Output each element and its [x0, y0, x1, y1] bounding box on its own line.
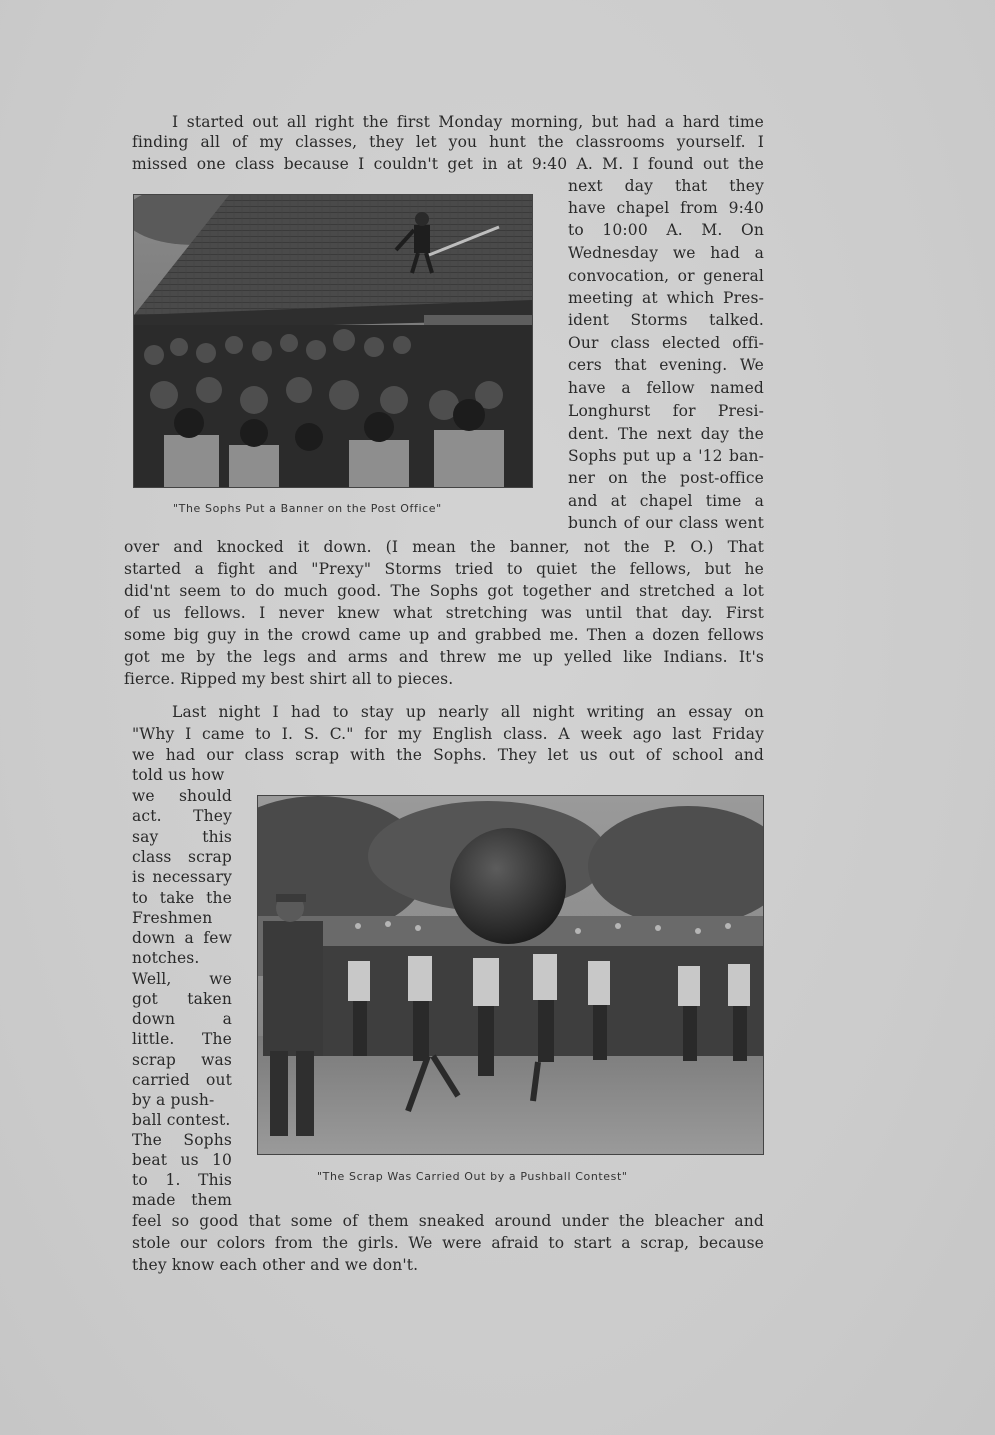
text-line: to take the: [132, 889, 232, 907]
text-line: to 10:00 A. M. On: [568, 221, 764, 239]
text-line: by a push-: [132, 1091, 215, 1109]
text-line: did'nt seem to do much good. The Sophs got together and stretched a lot: [124, 582, 764, 600]
text-line: got me by the legs and arms and threw me up yelled like Indians. It's: [124, 648, 764, 666]
text-line: we had our class scrap with the Sophs. They let us out of school and: [132, 746, 764, 764]
text-line: down a: [132, 1010, 232, 1028]
text-line: we should: [132, 787, 232, 805]
photo-pushball-contest: [257, 795, 764, 1155]
text-line: to 1. This: [132, 1171, 232, 1189]
text-line: Well, we: [132, 970, 232, 988]
text-line: Longhurst for Presi-: [568, 402, 764, 420]
text-line: Freshmen: [132, 909, 213, 927]
text-line: told us how: [132, 766, 225, 784]
text-line: missed one class because I couldn't get in at 9:40 A. M. I found out the: [132, 155, 764, 173]
text-line: class scrap: [132, 848, 232, 866]
text-line: ball contest.: [132, 1111, 231, 1129]
text-line: little. The: [132, 1030, 232, 1048]
photo-rooftop-crowd-icon: [134, 195, 532, 487]
text-line: feel so good that some of them sneaked around under the bleacher and: [132, 1212, 764, 1230]
text-line: ident Storms talked.: [568, 311, 764, 329]
text-line: over and knocked it down. (I mean the banner, not the P. O.) That: [124, 538, 764, 556]
text-line: down a few: [132, 929, 232, 947]
text-line: scrap was: [132, 1051, 232, 1069]
text-line: Wednesday we had a: [568, 244, 764, 262]
text-line: is necessary: [132, 868, 232, 886]
text-line: carried out: [132, 1071, 232, 1089]
photo-banner-post-office: [133, 194, 533, 488]
text-line: beat us 10: [132, 1151, 232, 1169]
text-line: some big guy in the crowd came up and grabbed me. Then a dozen fellows: [124, 626, 764, 644]
text-line: meeting at which Pres-: [568, 289, 764, 307]
text-line: have chapel from 9:40: [568, 199, 764, 217]
text-line: made them: [132, 1191, 232, 1209]
text-line: they know each other and we don't.: [132, 1256, 419, 1274]
text-line: notches.: [132, 949, 200, 967]
text-line: cers that evening. We: [568, 356, 764, 374]
text-line: I started out all right the first Monday morning, but had a hard time: [172, 113, 764, 131]
text-line: dent. The next day the: [568, 425, 764, 443]
text-line: fierce. Ripped my best shirt all to pieces.: [124, 670, 454, 688]
text-line: ner on the post-office: [568, 469, 764, 487]
text-line: started a fight and "Prexy" Storms tried to quiet the fellows, but he: [124, 560, 764, 578]
figure-caption: "The Sophs Put a Banner on the Post Office": [173, 502, 442, 515]
text-line: convocation, or general: [568, 267, 764, 285]
text-line: and at chapel time a: [568, 492, 764, 510]
text-line: Sophs put up a '12 ban-: [568, 447, 764, 465]
text-line: Our class elected offi-: [568, 334, 764, 352]
text-line: got taken: [132, 990, 232, 1008]
text-line: finding all of my classes, they let you hunt the classrooms yourself. I: [132, 133, 764, 151]
text-line: bunch of our class went: [568, 514, 764, 532]
text-line: stole our colors from the girls. We were afraid to start a scrap, because: [132, 1234, 764, 1252]
text-line: The Sophs: [132, 1131, 232, 1149]
figure-caption: "The Scrap Was Carried Out by a Pushball Contest": [317, 1170, 628, 1183]
text-line: have a fellow named: [568, 379, 764, 397]
text-line: "Why I came to I. S. C." for my English class. A week ago last Friday: [132, 725, 764, 743]
photo-pushball-crowd-icon: [258, 796, 763, 1154]
text-line: of us fellows. I never knew what stretching was until that day. First: [124, 604, 764, 622]
text-line: act. They: [132, 807, 232, 825]
text-line: Last night I had to stay up nearly all night writing an essay on: [172, 703, 764, 721]
text-line: say this: [132, 828, 232, 846]
text-line: next day that they: [568, 177, 764, 195]
